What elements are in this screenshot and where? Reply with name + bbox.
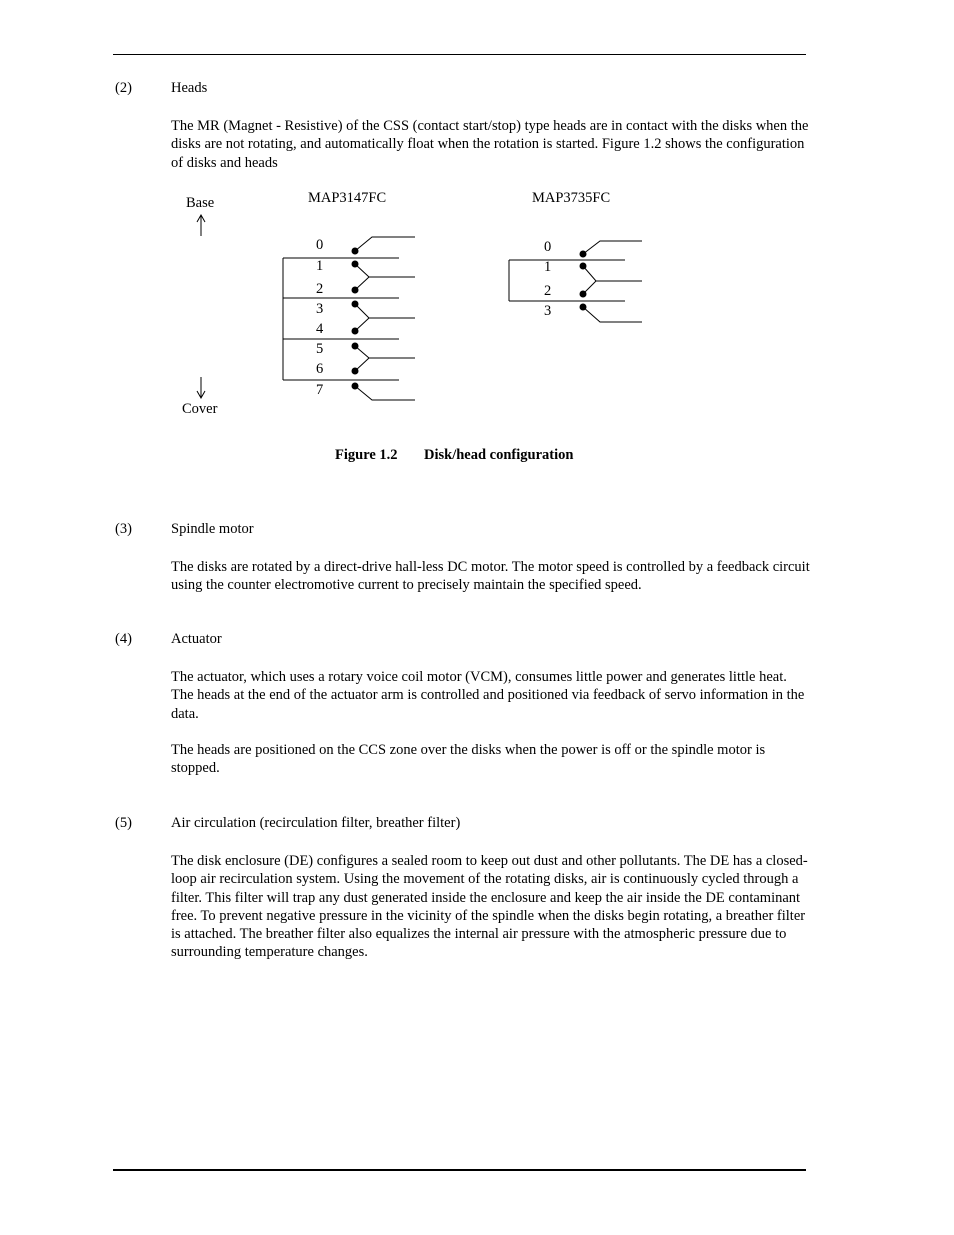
up-arrow-icon (197, 215, 205, 236)
paragraph: The disk enclosure (DE) configures a sealed room to keep out dust and other pollutants. The DE has a closed-loop air recirculation system. Using the movement of the rotating disks, air is continuously cycled through a filter. This filter will trap any dust generated inside the enclosure and keep the air inside the DE contaminant free. To prevent negative pressure in the vicinity of the spindle when the disks begin rotating, a breather filter is attached. The breather filter also equalizes the internal air pressure with the atmospheric pressure due to surrounding temperature changes. (171, 853, 808, 961)
head-number: 1 (316, 258, 324, 274)
head-number: 2 (544, 283, 552, 299)
section-title: Spindle motor (171, 521, 254, 537)
paragraph: The disks are rotated by a direct-drive hall-less DC motor. The motor speed is controlled by a feedback circuit using the counter electromotive current to precisely maintain the specified speed. (171, 559, 810, 594)
section-number: (5) (115, 815, 132, 831)
figure-number: Figure 1.2 (335, 447, 398, 463)
left-model-label: MAP3147FC (308, 190, 387, 206)
section-number: (4) (115, 631, 132, 647)
head-number: 1 (544, 259, 552, 275)
down-arrow-icon (197, 377, 205, 398)
section-title: Actuator (171, 631, 222, 647)
head-number: 3 (316, 301, 324, 317)
paragraph: The actuator, which uses a rotary voice coil motor (VCM), consumes little power and generates little heat. The heads at the end of the actuator arm is controlled and positioned via feedback of servo information in the data. (171, 669, 805, 722)
section-number: (2) (115, 80, 132, 96)
disk-lines-left (283, 258, 399, 380)
section-title: Air circulation (recirculation filter, breather filter) (171, 815, 461, 831)
head-number: 3 (544, 303, 552, 319)
head-number: 2 (316, 281, 324, 297)
head-number: 0 (316, 237, 324, 253)
footer-rule (113, 1169, 806, 1171)
figure-title: Disk/head configuration (424, 447, 574, 463)
paragraph: The MR (Magnet - Resistive) of the CSS (contact start/stop) type heads are in contact with the disks when the disks are not rotating, and automatically float when the rotation is started. Figure 1.2 shows the configuration of disks and heads (171, 118, 809, 171)
section-title: Heads (171, 80, 208, 96)
paragraph: The heads are positioned on the CCS zone over the disks when the power is off or the spindle motor is stopped. (171, 742, 766, 777)
head-arms-right (583, 241, 642, 322)
head-number: 6 (316, 361, 324, 377)
head-number: 4 (316, 321, 324, 337)
base-label: Base (186, 195, 215, 211)
right-model-label: MAP3735FC (532, 190, 611, 206)
head-number: 7 (316, 382, 324, 398)
head-number: 0 (544, 239, 552, 255)
cover-label: Cover (182, 401, 218, 417)
head-number: 5 (316, 341, 324, 357)
section-number: (3) (115, 521, 132, 537)
head-arms-left (355, 237, 415, 400)
